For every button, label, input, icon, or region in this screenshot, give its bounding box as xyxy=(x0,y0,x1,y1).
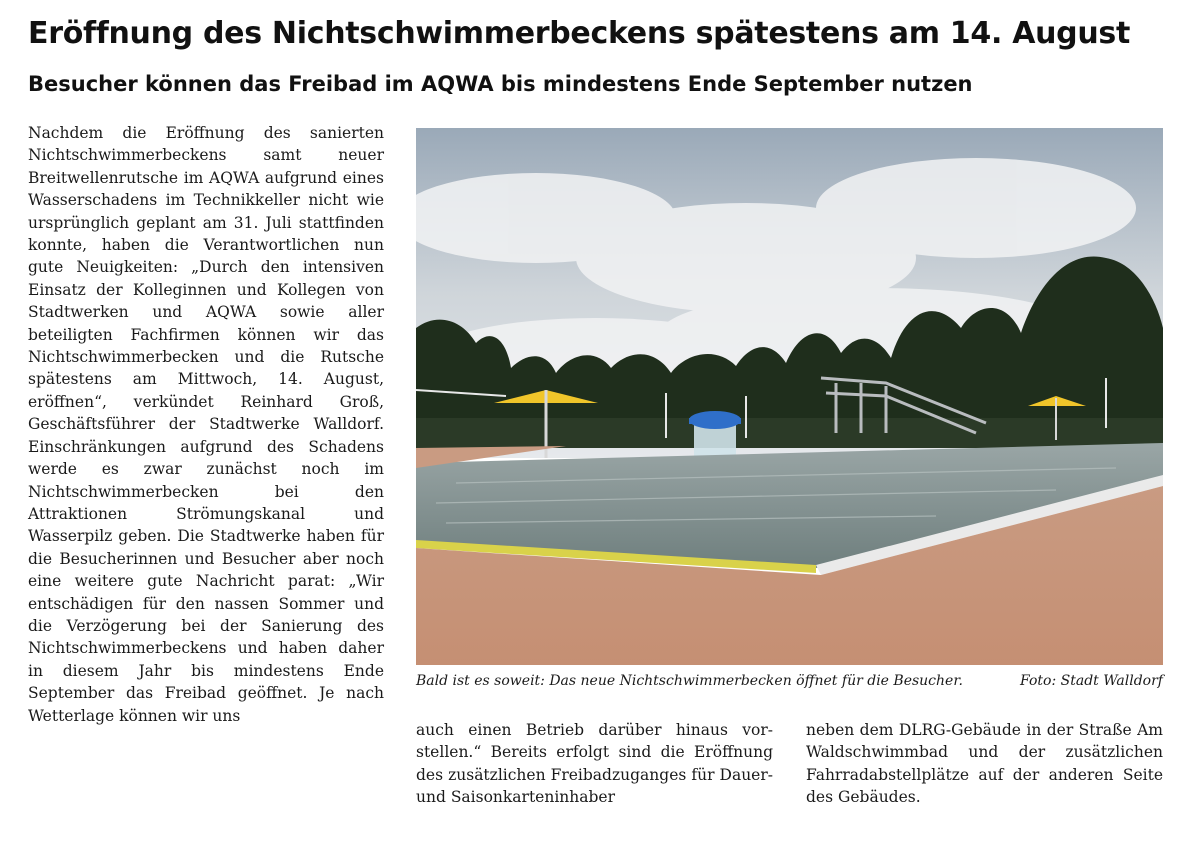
photo-credit: Foto: Stadt Walldorf xyxy=(1020,673,1163,689)
photo-caption: Bald ist es soweit: Das neue Nichtschwimmerbecken öffnet für die Besucher. xyxy=(416,673,963,689)
hedge xyxy=(416,418,1163,448)
article-column-1: Nachdem die Eröffnung des sanierten Nichtschwimmerbeckens samt neuer Breitwellenrutsche im AQWA aufgrund eines Wasserschadens im Technikkeller nicht wie ursprünglich geplant am 31. Juli stattfinden konnte, haben die Verantwortlichen nun gute Neuigkeiten: „Durch den intensiven Einsatz der Kolleginnen und Kollegen von Stadtwerken und AQWA sowie aller beteiligten Fachfirmen können wir das Nichtschwimmerbecken und die Rutsche spätestens am Mittwoch, 14. August, eröffnen“, verkündet Reinhard Groß, Geschäftsführer der Stadtwerke Walldorf. Einschränkungen aufgrund des Schadens werde es zwar zunächst noch im Nichtschwimmerbecken bei den Attraktionen Strömungskanal und Wasserpilz geben. Die Stadtwerke haben für die Besucherinnen und Besucher aber noch eine weitere gute Nachricht parat: „Wir entschädigen für den nassen Sommer und die Verzögerung bei der Sanierung des Nichtschwimmerbeckens und haben daher in diesem Jahr bis mindestens Ende September das Freibad geöffnet. Je nach Wetterlage können wir uns xyxy=(28,124,384,725)
subheadline: Besucher können das Freibad im AQWA bis mindestens Ende September nutzen xyxy=(28,72,973,96)
water-mushroom xyxy=(689,411,741,456)
article-column-2: auch einen Betrieb darüber hinaus vorstellen.“ Bereits erfolgt sind die Eröffnung des zusätzlichen Freibadzuganges für Dauer- und Saisonkarteninhaber xyxy=(416,721,773,807)
headline: Eröffnung des Nichtschwimmerbeckens spätestens am 14. August xyxy=(28,16,1131,51)
pool-photo xyxy=(416,128,1163,665)
article-column-3: neben dem DLRG-Gebäude in der Straße Am Waldschwimmbad und der zusätzlichen Fahrradabstellplätze auf der anderen Seite des Gebäudes. xyxy=(806,721,1163,807)
photo-caption-row xyxy=(416,670,1163,692)
